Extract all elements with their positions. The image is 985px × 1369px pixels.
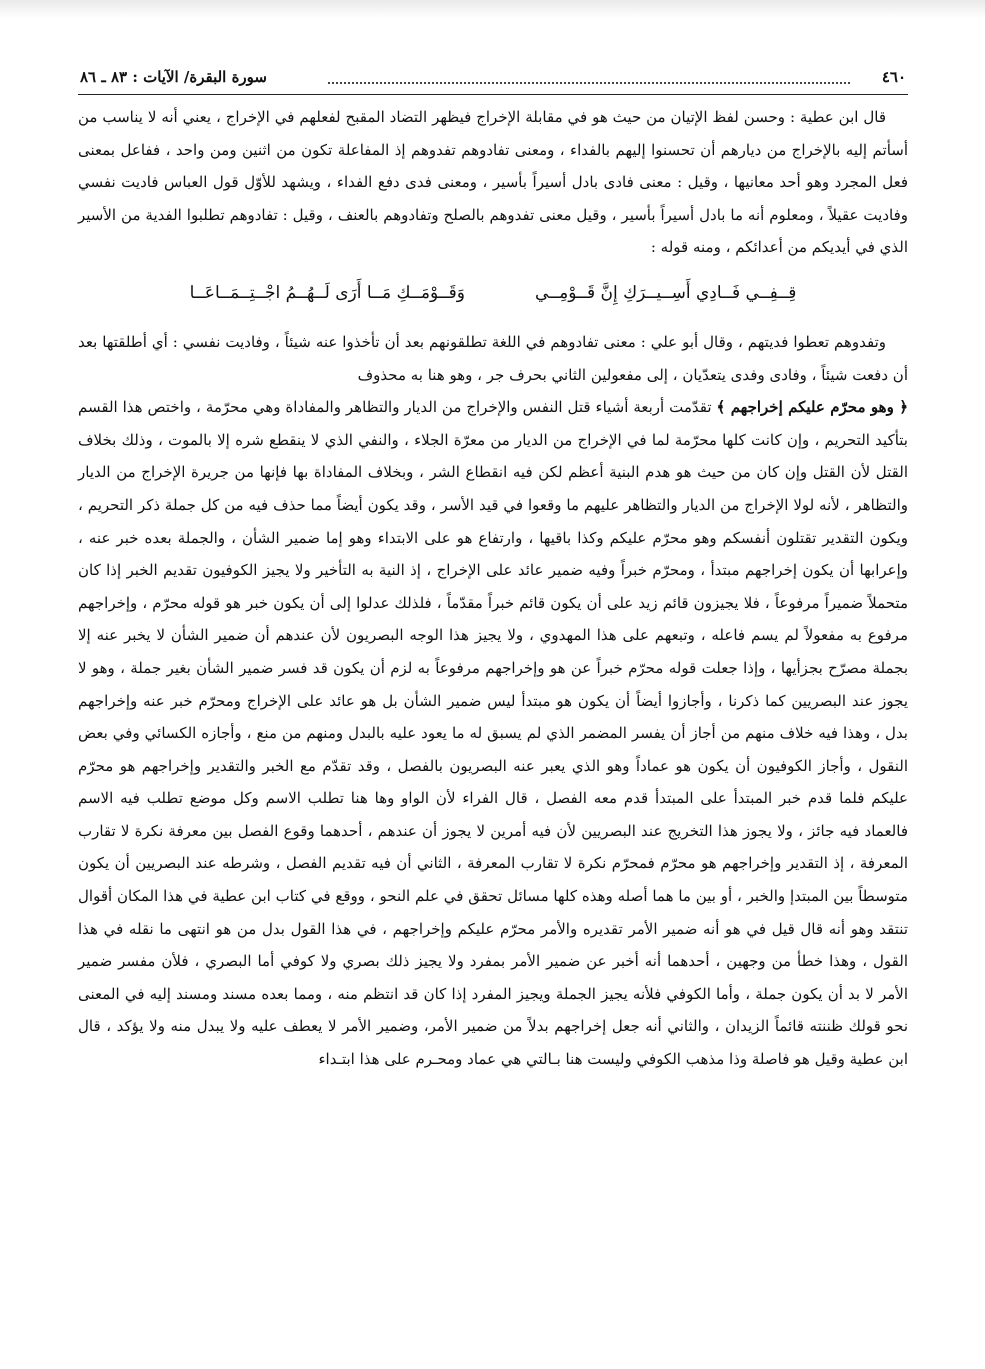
paragraph-3 [78,391,908,1075]
paragraph-3-text: تقدّمت أربعة أشياء قتل النفس والإخراج من الديار والتظاهر والمفاداة وهي محرّمة ، واختص هذا القسم بتأكيد التحريم ، وإن كانت كلها محرّمة لما في الإخراج من الديار من معرّة الجلاء ، والنفي الذي لا ينقطع شره إلا بالموت ، وذلك بخلاف القتل لأن القتل وإن كان من حيث هو هدم البنية أعظم لكن فيه انقطاع الشر ، وبخلاف المفاداة بها فإنها من جريرة الإخراج من الديار والتظاهر ، لأنه لولا الإخراج من الديار والتظاهر عليهم ما وقعوا في قيد الأسر ، وقد يكون أيضاً مما حذف فيه من كل جملة ذكر التحريم ، ويكون التقدير تقتلون أنفسكم وهو محرّم عليكم وكذا باقيها ، وارتفاع هو على الابتداء وهو إما ضمير الشأن ، والجملة بعده خبر عنه ، وإعرابها أن يكون إخراجهم مبتدأ ، ومحرّم خبراً وفيه ضمير عائد على الإخراج ، إذ النية به التأخير ولا يجيز الكوفيون تقديم الخبر إذا كان متحملاً ضميراً مرفوعاً ، فلا يجيزون قائم زيد على أن يكون قائم خبراً مقدّماً ، فلذلك عدلوا إلى أن يكون خبر هو قوله محرّم ، وإخراجهم مرفوع به مفعولاً لم يسم فاعله ، وتبعهم على هذا المهدوي ، ولا يجيز هذا الوجه البصريون لأن عندهم أن ضمير الشأن لا يخبر عنه إلا بجملة مصرّح بجزأيها ، وإذا جعلت قوله محرّم خبراً عن هو وإخراجهم مرفوعاً به لزم أن يكون قد فسر ضمير الشأن بغير جملة ، وهو لا يجوز عند البصريين كما ذكرنا ، وأجازوا أيضاً أن يكون هو مبتدأ ليس ضمير الشأن بل هو عائد على الإخراج ومحرّم خبر عنه وإخراجهم بدل ، وهذا فيه خلاف منهم من أجاز أن يفسر المضمر الذي لم يسبق له ما يعود عليه بالبدل ومنهم من منع ، وأجازه الكسائي وفي بعض النقول ، وأجاز الكوفيون أن يكون هو عماداً وهو الذي يعبر عنه البصريون بالفصل ، وقد تقدّم مع الخبر والتقدير وإخراجهم هو محرّم عليكم فلما قدم خبر المبتدأ على المبتدأ قدم معه الفصل ، قال الفراء لأن الواو وها هنا تطلب الاسم وكل موضع تطلب فيه الاسم فالعماد فيه جائز ، ولا يجوز هذا التخريج عند البصريين لأن فيه أمرين لا يجوز أن عندهم ، أحدهما وقوع الفصل بين معرفة نكرة لا تقارب المعرفة ، إذ التقدير وإخراجهم هو محرّم فمحرّم نكرة لا تقارب المعرفة ، الثاني أن فيه تقديم الفصل ، وشرطه عند البصريين أن يكون متوسطاً بين المبتدإ والخبر ، أو بين ما هما أصله وهذه كلها مسائل تحقق في علم النحو ، ووقع في كتاب ابن عطية في هذا المكان أقوال تنتقد وهو أنه قال قيل في هو أنه ضمير الأمر تقديره والأمر محرّم عليكم وإخراجهم ، في هذا القول بدل من هو انتهى ما نقله في هذا القول ، وهذا خطأ من وجهين ، أحدهما أنه أخبر عن ضمير الأمر بمفرد ولا يجيز ذلك بصري ولا كوفي أما البصري ، فلأن مفسر ضمير الأمر لا بد أن يكون جملة ، وأما الكوفي فلأنه يجيز الجملة ويجيز المفرد إذا كان قد انتظم منه ، ومما بعده مسند ومسند إليه في المعنى نحو قولك ظننته قائماً الزيدان ، والثاني أنه جعل إخراجهم بدلاً من ضمير الأمر، وضمير الأمر لا يعطف عليه ولا يبدل منه ولا يؤكد ، قال ابن عطية وقيل هو فاصلة وذا مذهب الكوفي وليست هنا بـالتي هي عماد ومحـرم على هذا ابتـداء [78,398,908,1069]
header-leader-dots [328,82,850,84]
verse-first-hemistich: قِــفِــي فَــادِي أَسِــيــرَكِ إِنَّ قَــوْمِــي [535,282,797,303]
running-title: سورة البقرة/ الآيات : ٨٣ ـ ٨٦ [80,68,267,86]
page-header [78,62,908,95]
quran-quote: ﴿ وهو محرّم عليكم إخراجهم ﴾ [716,398,908,417]
book-page [78,62,908,1352]
paragraph-1: قال ابن عطية : وحسن لفظ الإتيان من حيث هو في مقابلة الإخراج فيظهر التضاد المقبح لفعلهم في الإخراج ، يعني أنه لا يناسب من أسأتم إليه بالإخراج من ديارهم أن تحسنوا إليهم بالفداء ، ومعنى تفادوهم تفدوهم إذ المفاعلة تكون من اثنين ومن واحد ، ففاعل بمعنى فعل المجرد وهو أحد معانيها ، وقيل : معنى فادى بادل أسيراً بأسير ، ومعنى فدى دفع الفداء ، ويشهد للأوّل قول العباس فاديت نفسي وفاديت عقيلاً ، ومعلوم أنه ما بادل أسيراً بأسير ، وقيل معنى تفدوهم بالصلح وتفادوهم بالعنف ، وقيل : تفادوهم تطلبوا الفدية من الأسير الذي في أيديكم من أعدائكم ، ومنه قوله : [78,108,908,257]
body-text [78,101,908,1076]
poetry-verse [78,276,908,310]
page-number: ٤٦٠ [881,68,906,86]
scan-edge [0,0,985,18]
paragraph-2: وتفدوهم تعطوا فديتهم ، وقال أبو علي : معنى تفادوهم في اللغة تطلقونهم بعد أن تأخذوا عنه شيئاً ، وفاديت نفسي : أي أطلقتها بعد أن دفعت شيئاً ، وفادى وفدى يتعدّيان ، إلى مفعولين الثاني بحرف جر ، وهو هنا به محذوف [78,332,908,384]
verse-second-hemistich: وَقَــوْمَــكِ مَــا أَرَى لَــهُــمُ اجْــتِــمَــاعَــا [189,282,466,303]
